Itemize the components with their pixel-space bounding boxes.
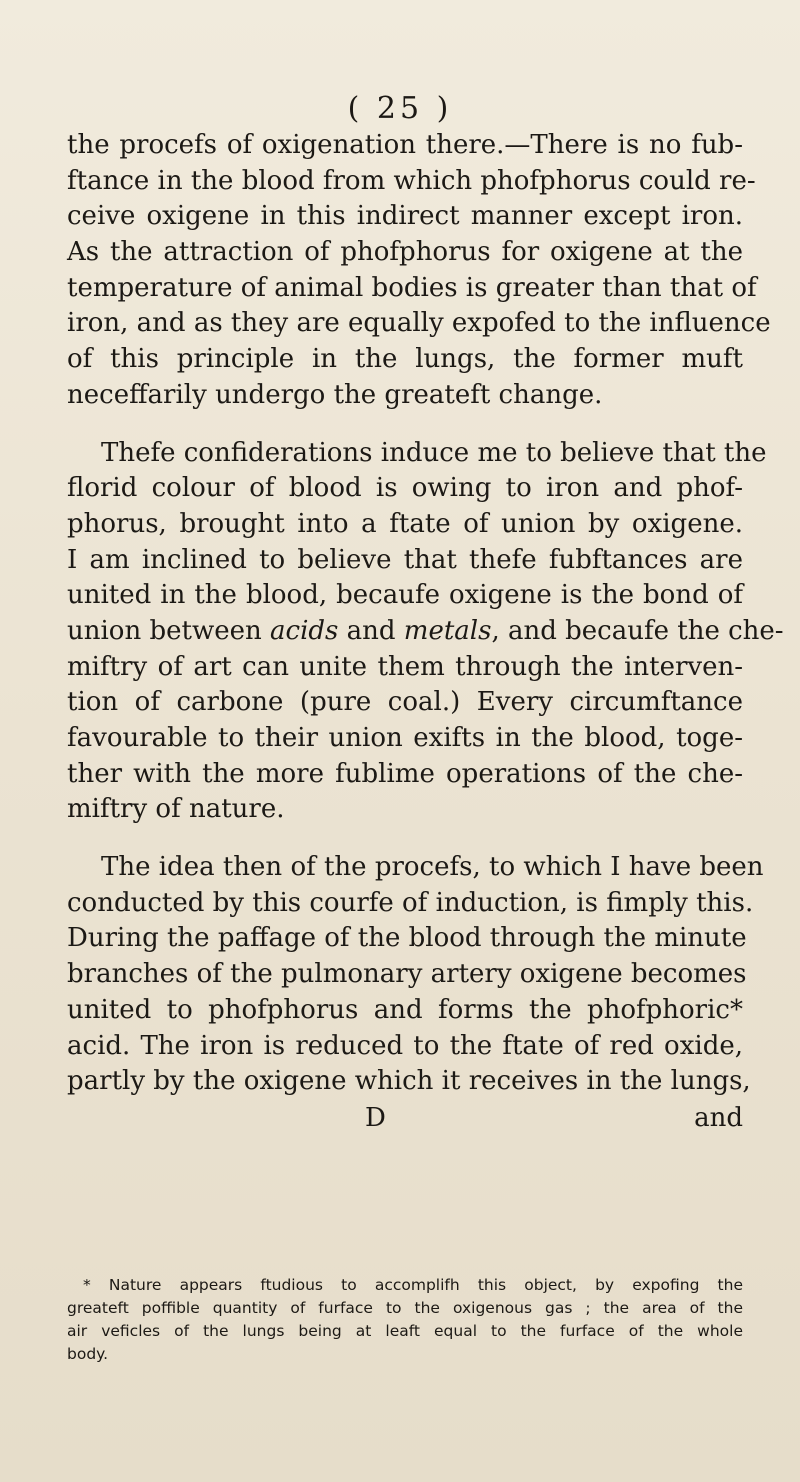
catchword: and (694, 1102, 743, 1133)
text-line: united to phofphorus and forms the phofphoric* (67, 994, 743, 1025)
text-line: of this principle in the lungs, the former muft (67, 344, 743, 375)
text-line: florid colour of blood is owing to iron and phof- (67, 473, 743, 504)
text-line: iron, and as they are equally expofed to the influence (67, 308, 771, 339)
signature-mark: D (365, 1102, 386, 1133)
text-line: conducted by this courfe of induction, is fimply this. (67, 887, 754, 918)
text-line-italic: union between acids and metals, and becaufe the che- (67, 615, 784, 646)
text-line: neceffarily undergo the greateft change. (67, 379, 603, 410)
footnote (67, 1274, 743, 1366)
paragraph-gap (67, 414, 743, 436)
paragraph-3 (67, 850, 764, 1100)
text-line: united in the blood, becaufe oxigene is the bond of (67, 580, 743, 611)
text-line: acid. The iron is reduced to the ftate of red oxide, (67, 1030, 743, 1061)
text-line: ceive oxigene in this indirect manner except iron. (67, 201, 743, 232)
text-line: ther with the more fublime operations of the che- (67, 758, 743, 789)
text-line: I am inclined to believe that thefe fubftances are (67, 544, 743, 575)
text-line: partly by the oxigene which it receives in the lungs, (67, 1066, 751, 1097)
footnote-line: body. (67, 1345, 109, 1363)
text-line: During the paffage of the blood through the minute (67, 923, 747, 954)
text-line: favourable to their union exifts in the blood, toge- (67, 723, 743, 753)
text-line: miftry of nature. (67, 794, 285, 825)
paragraph-1 (67, 128, 771, 414)
paragraph-2 (67, 436, 784, 829)
text-line: The idea then of the procefs, to which I have been (101, 852, 764, 883)
text-line: temperature of animal bodies is greater than that of (67, 272, 757, 303)
text-line: the procefs of oxigenation there.—There is no fub- (67, 130, 743, 160)
text-line: As the attraction of phofphorus for oxigene at the (67, 237, 743, 268)
text-line: Thefe confiderations induce me to believe that the (101, 437, 767, 468)
main-text (67, 128, 784, 1136)
text-line: miftry of art can unite them through the interven- (67, 651, 743, 682)
page-number: ( 25 ) (347, 91, 453, 126)
text-line: branches of the pulmonary artery oxigene becomes (67, 959, 747, 990)
paragraph-gap (67, 828, 743, 850)
text-line: tion of carbone (pure coal.) Every circumftance (67, 687, 743, 718)
text-line: phorus, brought into a ftate of union by oxigene. (67, 508, 743, 539)
footnote-line: * Nature appears ftudious to accomplifh this object, by expofing the (83, 1276, 743, 1294)
footnote-line: air veficles of the lungs being at leaft equal to the furface of the whole (67, 1322, 743, 1340)
signature-row (67, 1100, 743, 1136)
footnote-line: greateft poffible quantity of furface to the oxigenous gas ; the area of the (67, 1299, 743, 1317)
text-line: ftance in the blood from which phofphorus could re- (67, 165, 756, 196)
